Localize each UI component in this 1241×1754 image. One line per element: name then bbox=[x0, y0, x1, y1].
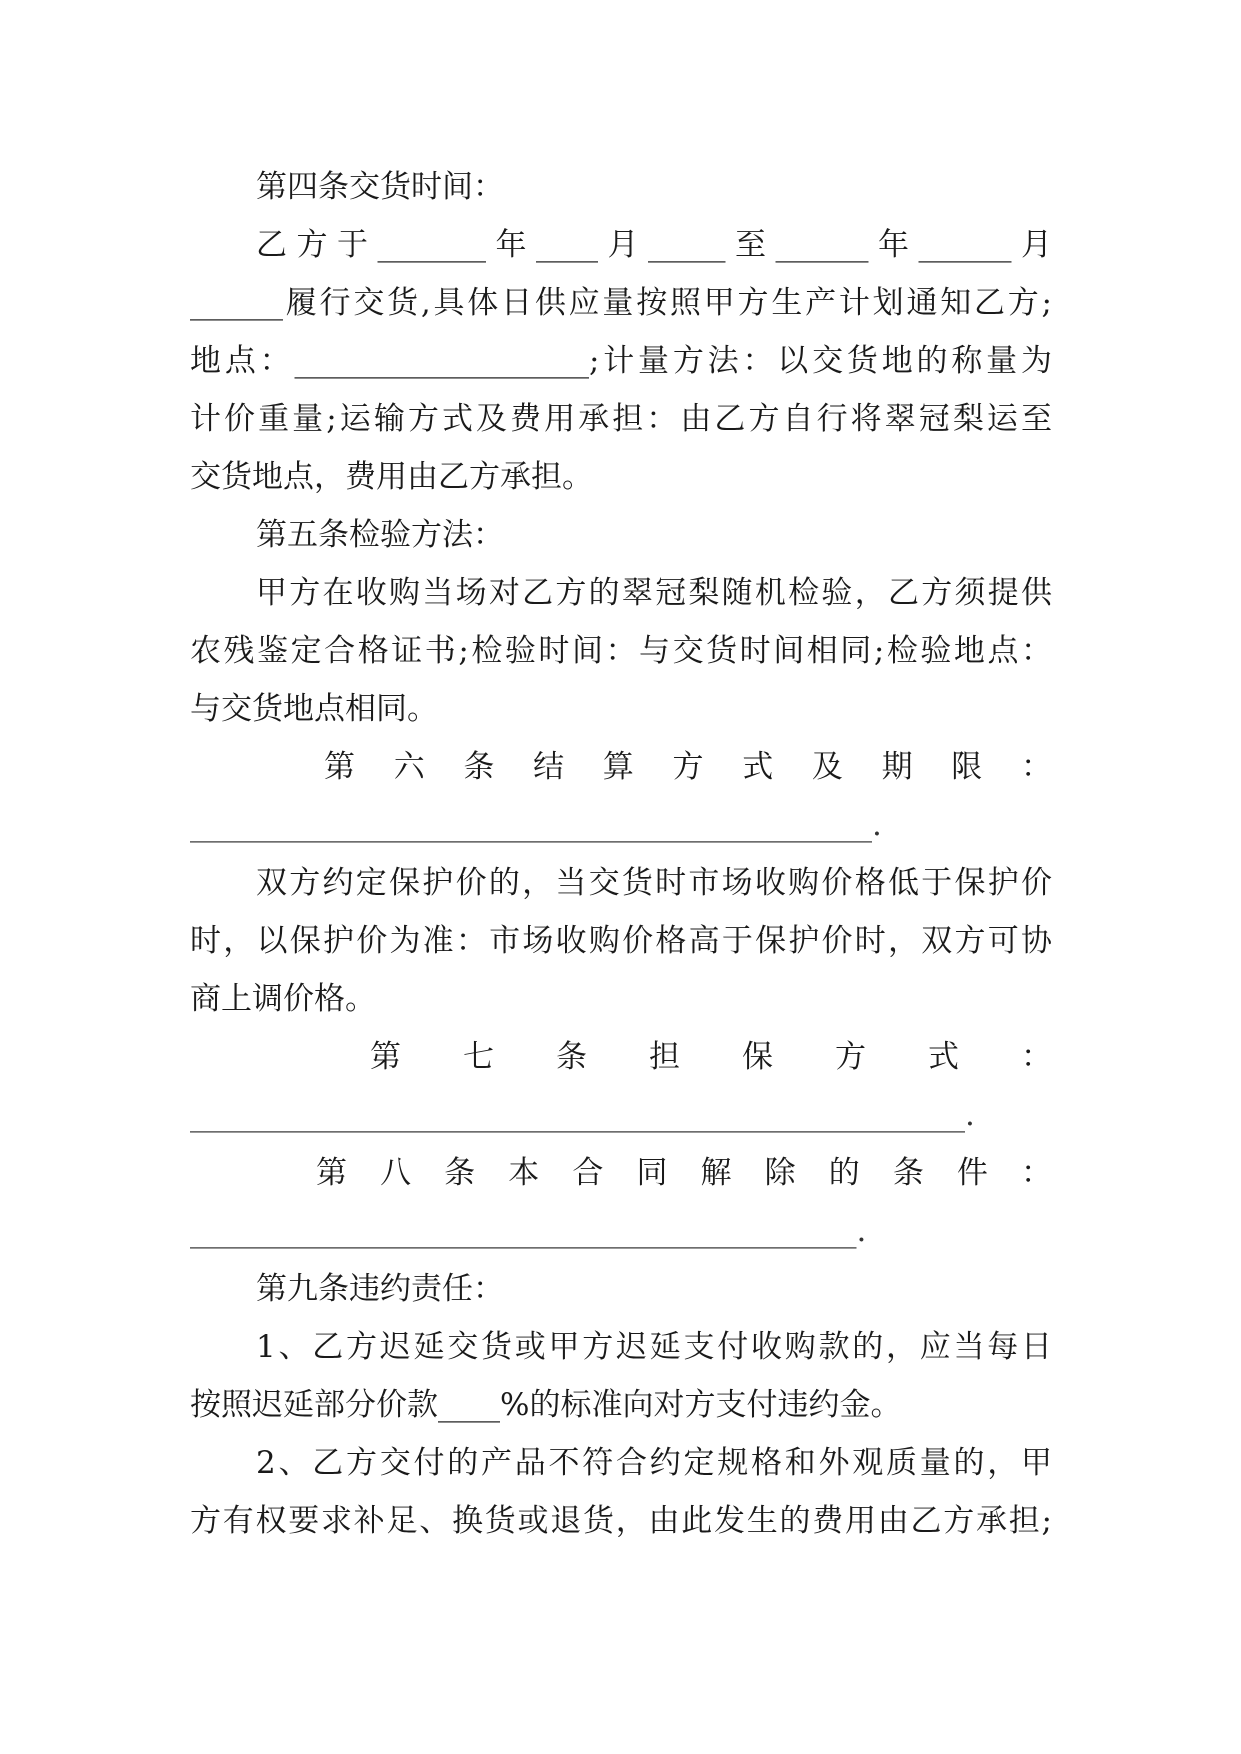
paragraph-line: 乙方于_______年____月_____至______年______月 bbox=[256, 227, 1052, 263]
paragraph-line: 地点：___________________;计量方法：以交货地的称量为 bbox=[190, 343, 1052, 379]
paragraph-line: 2、乙方交付的产品不符合约定规格和外观质量的，甲 bbox=[256, 1445, 1052, 1481]
paragraph-line: 商上调价格。 bbox=[190, 981, 376, 1017]
paragraph-line: 1、乙方迟延交货或甲方迟延支付收购款的，应当每日 bbox=[256, 1329, 1052, 1365]
paragraph-line: 按照迟延部分价款____%的标准向对方支付违约金。 bbox=[190, 1387, 902, 1423]
blank-line: ___________________________________________. bbox=[190, 1213, 867, 1249]
article-4-heading: 第四条交货时间： bbox=[256, 169, 504, 205]
paragraph-line: 计价重量;运输方式及费用承担：由乙方自行将翠冠梨运至 bbox=[190, 401, 1052, 437]
article-7-heading: 第七条担保方式： bbox=[370, 1039, 1052, 1075]
document-page bbox=[190, 158, 1052, 1550]
paragraph-line: 甲方在收购当场对乙方的翠冠梨随机检验，乙方须提供 bbox=[256, 575, 1052, 611]
article-8-heading: 第八条本合同解除的条件： bbox=[316, 1155, 1052, 1191]
paragraph-line: 农残鉴定合格证书;检验时间：与交货时间相同;检验地点： bbox=[190, 633, 1052, 669]
paragraph-line: 双方约定保护价的，当交货时市场收购价格低于保护价 bbox=[256, 865, 1052, 901]
paragraph-line: 交货地点，费用由乙方承担。 bbox=[190, 459, 593, 495]
paragraph-line: 时，以保护价为准：市场收购价格高于保护价时，双方可协 bbox=[190, 923, 1052, 959]
article-9-heading: 第九条违约责任： bbox=[256, 1271, 504, 1307]
paragraph-line: 方有权要求补足、换货或退货，由此发生的费用由乙方承担; bbox=[190, 1503, 1052, 1539]
blank-line: ____________________________________________. bbox=[190, 807, 882, 843]
article-5-heading: 第五条检验方法： bbox=[256, 517, 504, 553]
article-6-heading: 第六条结算方式及期限： bbox=[324, 749, 1052, 785]
paragraph-line: ______履行交货,具体日供应量按照甲方生产计划通知乙方; bbox=[190, 285, 1052, 321]
paragraph-line: 与交货地点相同。 bbox=[190, 691, 438, 727]
blank-line: __________________________________________________. bbox=[190, 1097, 975, 1133]
